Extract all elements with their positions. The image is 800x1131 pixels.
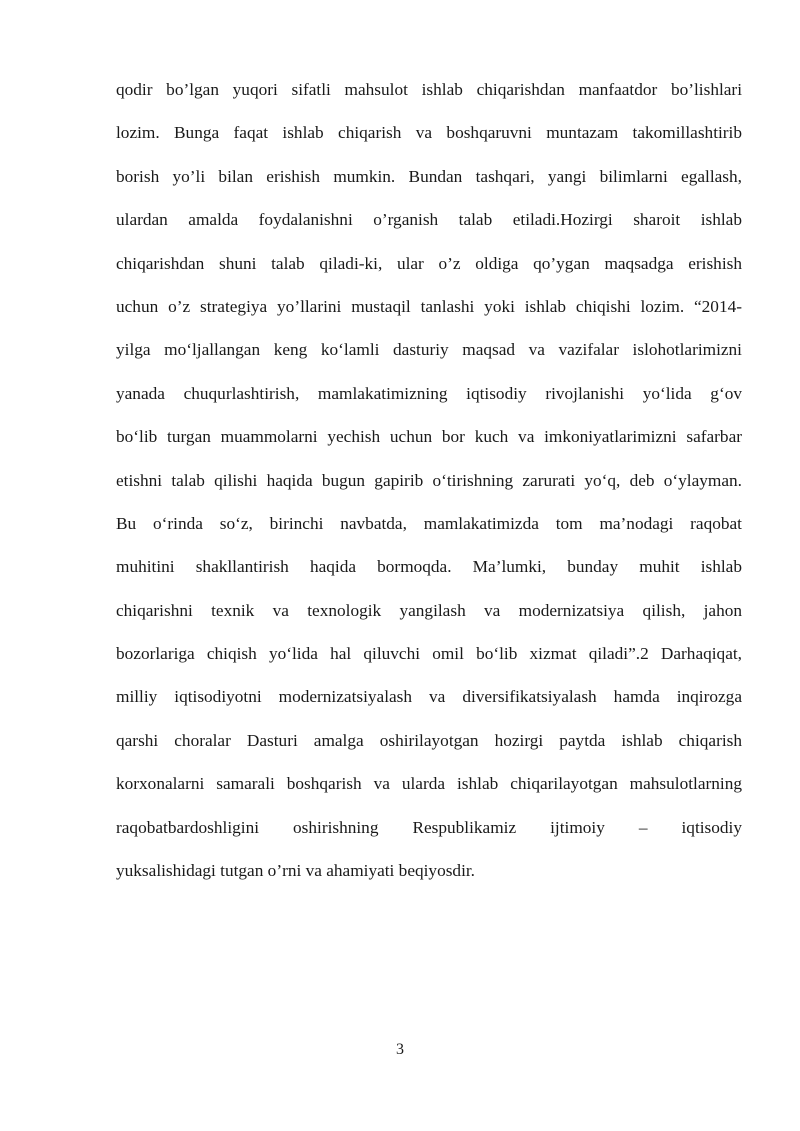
paragraph-line-10: etishni talab qilishi haqida bugun gapirib oʻtirishning zarurati yoʻq, deb oʻylayman. <box>116 470 742 490</box>
paragraph-line-3: borish yo’li bilan erishish mumkin. Bundan tashqari, yangi bilimlarni egallash, <box>116 166 742 186</box>
paragraph-line-14: bozorlariga chiqish yoʻlida hal qiluvchi omil boʻlib xizmat qiladi”.2 Darhaqiqat, <box>116 644 742 664</box>
paragraph-line-16: qarshi choralar Dasturi amalga oshirilayotgan hozirgi paytda ishlab chiqarish <box>116 730 742 750</box>
body-paragraph <box>116 68 742 892</box>
paragraph-line-6: uchun o’z strategiya yo’llarini mustaqil tanlashi yoki ishlab chiqishi lozim. “2014- <box>116 296 742 316</box>
paragraph-line-19: yuksalishidagi tutgan o’rni va ahamiyati beqiyosdir. <box>116 861 475 881</box>
paragraph-line-5: chiqarishdan shuni talab qiladi-ki, ular o’z oldiga qo’ygan maqsadga erishish <box>116 253 742 273</box>
paragraph-line-12: muhitini shakllantirish haqida bormoqda. Ma’lumki, bunday muhit ishlab <box>116 557 742 577</box>
paragraph-line-2: lozim. Bunga faqat ishlab chiqarish va boshqaruvni muntazam takomillashtirib <box>116 123 742 143</box>
paragraph-line-9: boʻlib turgan muammolarni yechish uchun bor kuch va imkoniyatlarimizni safarbar <box>116 427 742 447</box>
paragraph-line-11: Bu oʻrinda soʻz, birinchi navbatda, mamlakatimizda tom ma’nodagi raqobat <box>116 513 742 533</box>
paragraph-line-17: korxonalarni samarali boshqarish va ularda ishlab chiqarilayotgan mahsulotlarning <box>116 774 742 794</box>
paragraph-line-1: qodir bo’lgan yuqori sifatli mahsulot ishlab chiqarishdan manfaatdor bo’lishlari <box>116 80 742 99</box>
paragraph-line-15: milliy iqtisodiyotni modernizatsiyalash va diversifikatsiyalash hamda inqirozga <box>116 687 742 707</box>
paragraph-line-13: chiqarishni texnik va texnologik yangilash va modernizatsiya qilish, jahon <box>116 600 742 620</box>
paragraph-line-7: yilga moʻljallangan keng koʻlamli dasturiy maqsad va vazifalar islohotlarimizni <box>116 340 742 360</box>
paragraph-line-4: ulardan amalda foydalanishni o’rganish talab etiladi.Hozirgi sharoit ishlab <box>116 210 742 230</box>
paragraph-line-8: yanada chuqurlashtirish, mamlakatimizning iqtisodiy rivojlanishi yoʻlida gʻov <box>116 383 742 403</box>
page-number: 3 <box>396 1041 404 1058</box>
paragraph-line-18: raqobatbardoshligini oshirishning Respublikamiz ijtimoiy – iqtisodiy <box>116 817 742 837</box>
